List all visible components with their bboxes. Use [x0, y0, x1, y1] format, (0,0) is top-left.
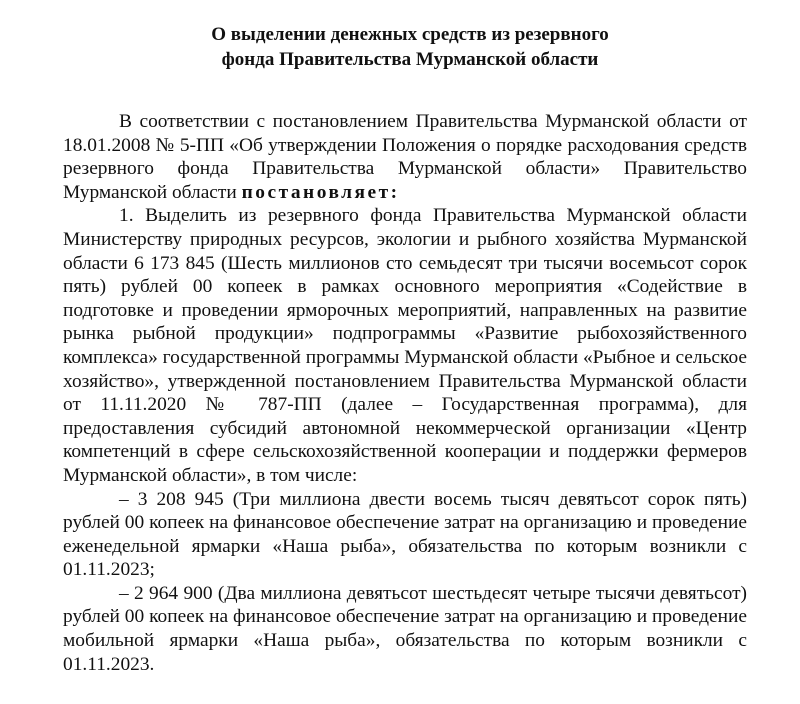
preamble-text: В соответствии с постановлением Правительства Мурманской области от 18.01.2008 № 5-ПП «Об утверждении Положения о порядке расходования средств резервного фонда Правительства Мурманской области» Правительство Мурманской области [63, 111, 747, 203]
decree-word: постановляет: [241, 181, 400, 203]
point-1-paragraph: 1. Выделить из резервного фонда Правительства Мурманской области Министерству природных ресурсов, экологии и рыбного хозяйства Мурманской области 6 173 845 (Шесть миллионов сто семьдесят три тысячи восемьсот сорок пять) рублей 00 копеек в рамках основного мероприятия «Содействие в подготовке и проведении ярморочных мероприятий, направленных на развитие рынка рыбной продукции» подпрограммы «Развитие рыбохозяйственного комплекса» государственной программы Мурманской области «Рыбное и сельское хозяйство», утвержденной постановлением Правительства Мурманской области от 11.11.2020 № 787-ПП (далее – Государственная программа), для предоставления субсидий автономной некоммерческой организации «Центр компетенций в сфере сельскохозяйственной кооперации и поддержки фермеров Мурманской области», в том числе: [63, 205, 747, 486]
document-body [63, 110, 747, 676]
preamble-paragraph [63, 110, 747, 204]
allocation-item-2: – 2 964 900 (Два миллиона девятьсот шестьдесят четыре тысячи девятьсот) рублей 00 копеек на финансовое обеспечение затрат на организацию и проведение мобильной ярмарки «Наша рыба», обязательства по которым возникли с 01.11.2023. [63, 582, 747, 675]
document-title [160, 22, 660, 72]
title-line-2: фонда Правительства Мурманской области [221, 49, 599, 70]
title-line-1: О выделении денежных средств из резервного [211, 24, 609, 45]
allocation-item-1: – 3 208 945 (Три миллиона двести восемь тысяч девятьсот сорок пять) рублей 00 копеек на финансовое обеспечение затрат на организацию и проведение еженедельной ярмарки «Наша рыба», обязательства по которым возникли с 01.11.2023; [63, 488, 747, 581]
